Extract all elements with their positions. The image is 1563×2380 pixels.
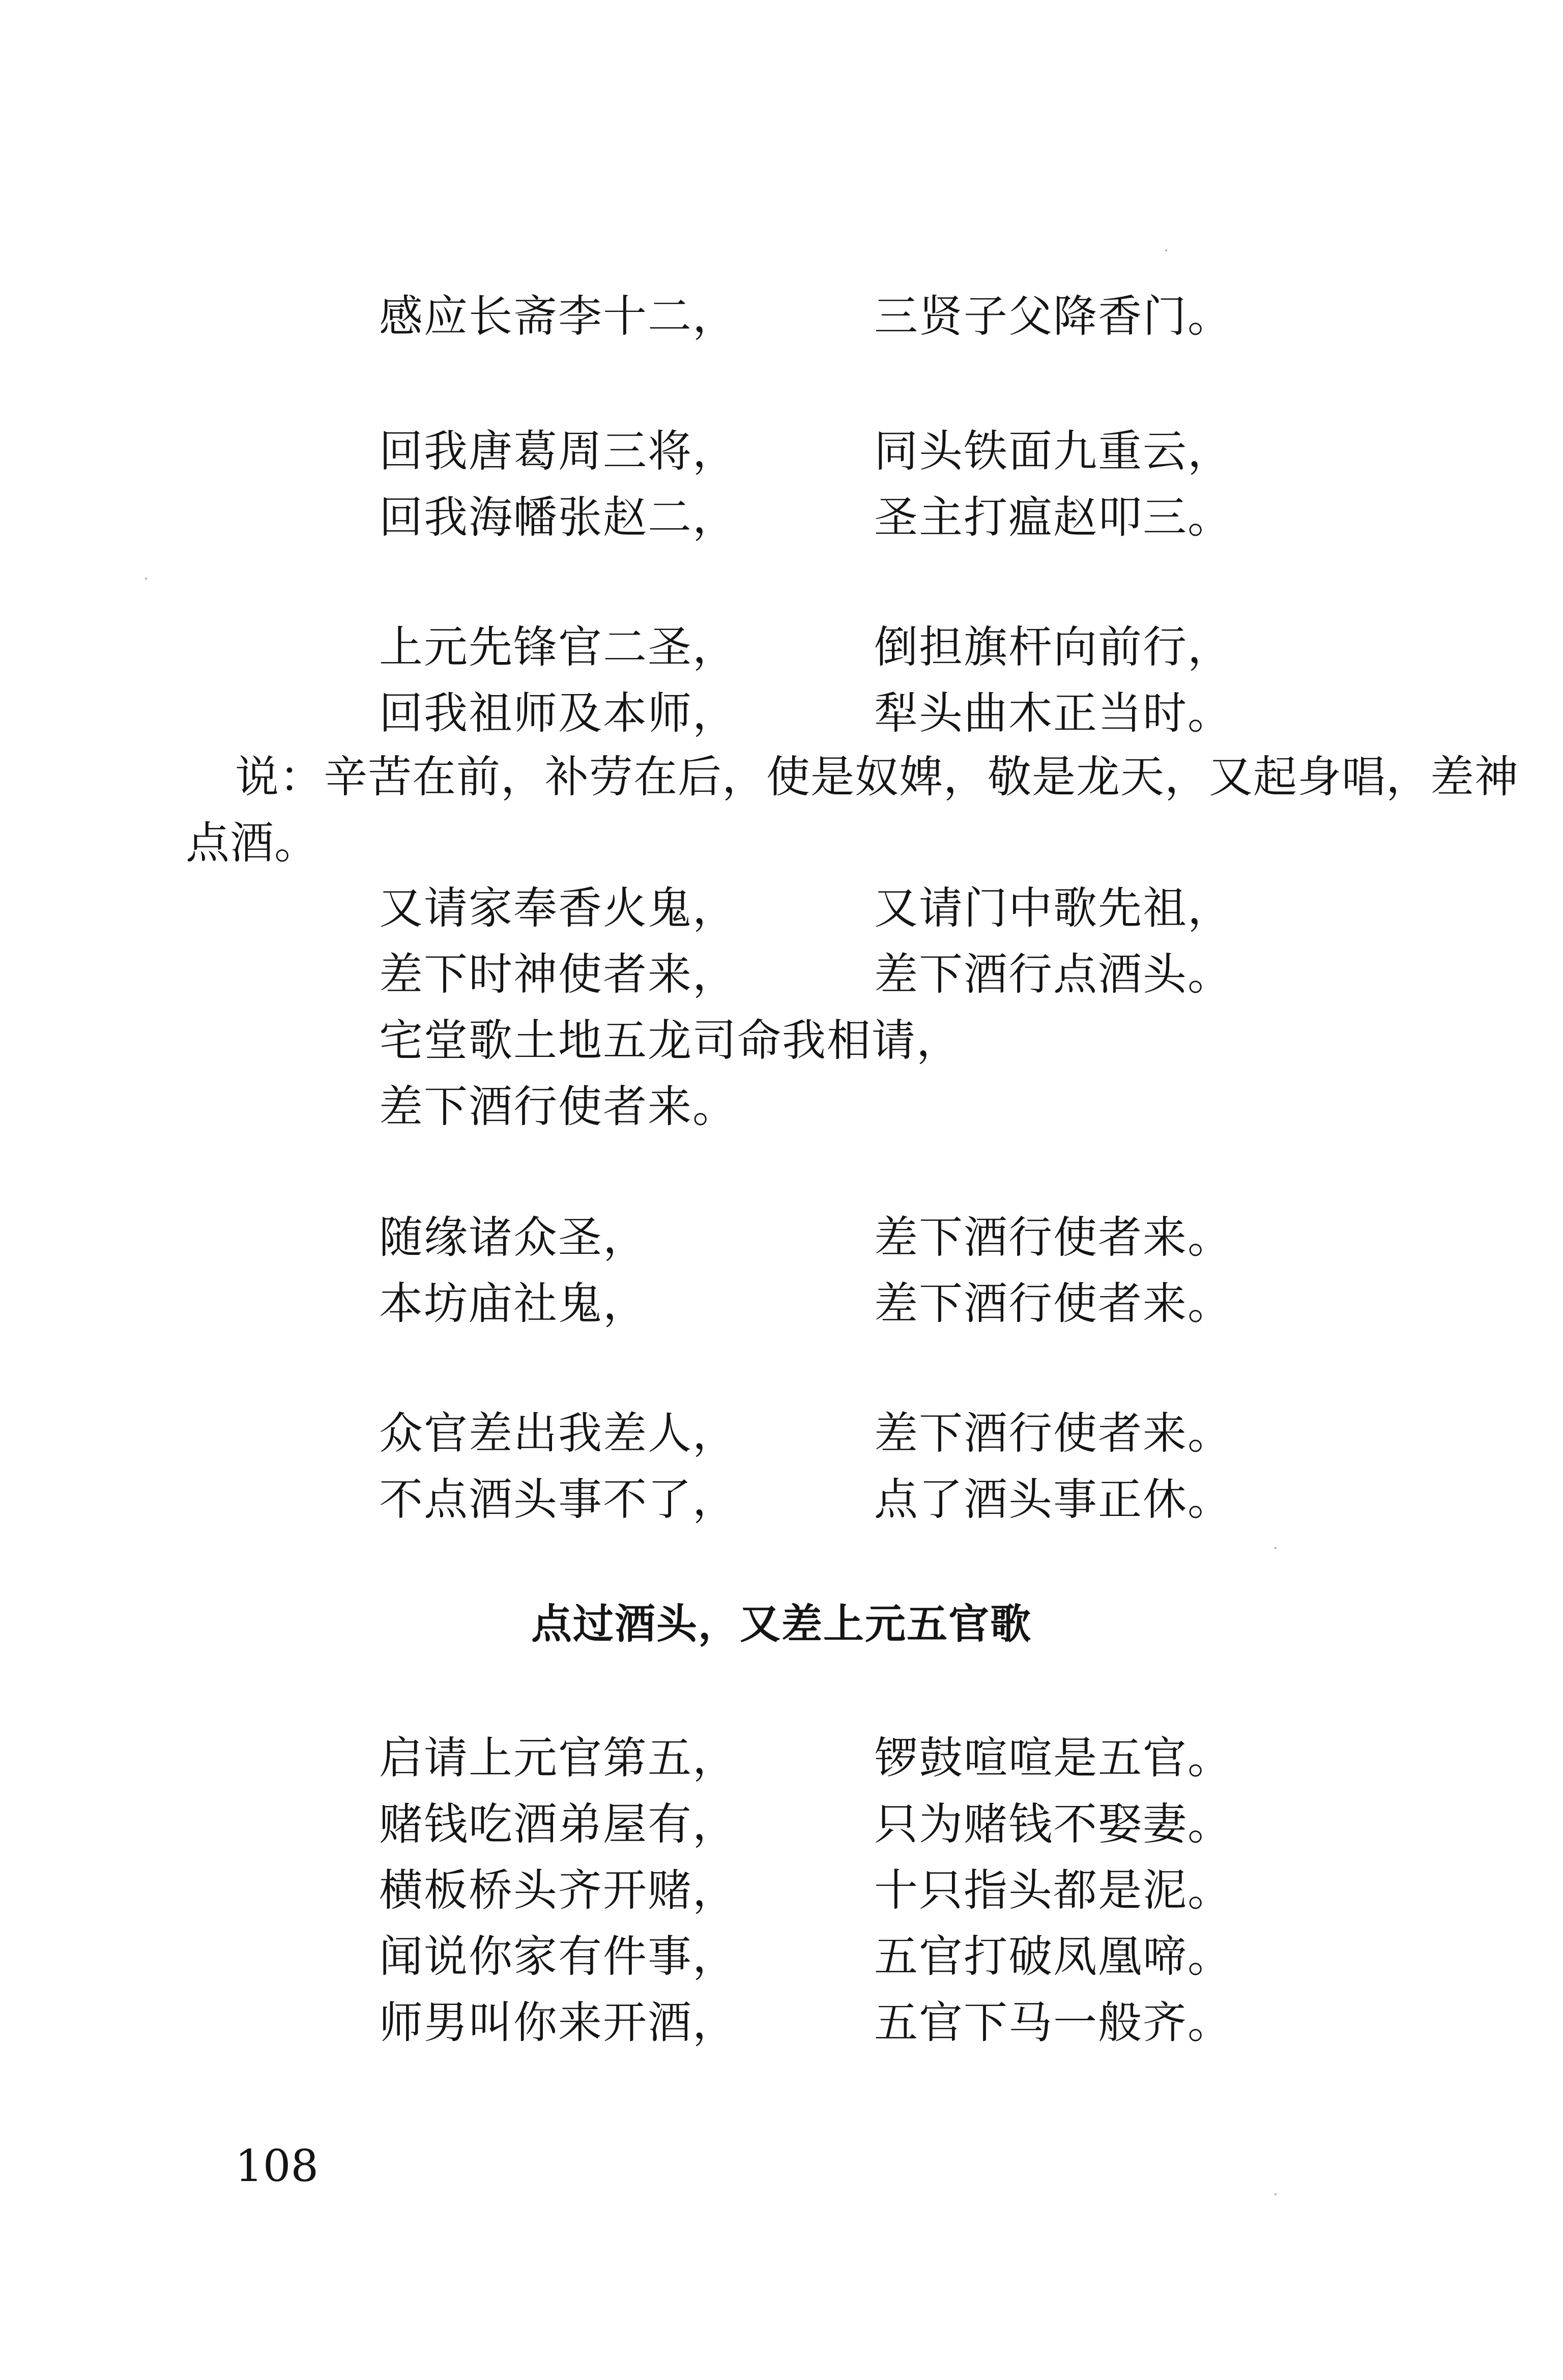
page-number: 108 bbox=[235, 2141, 319, 2192]
verse-line-right: 十只指头都是泥。 bbox=[874, 1865, 1232, 1916]
verse-line-left: 本坊庙社鬼， bbox=[379, 1278, 648, 1329]
verse-line-left: 启请上元官第五， bbox=[379, 1733, 737, 1784]
prose-line: 点酒。 bbox=[186, 818, 319, 869]
verse-line-left: 不点酒头事不了， bbox=[379, 1474, 737, 1525]
verse-line-left: 众官差出我差人， bbox=[379, 1408, 737, 1459]
verse-line-left: 横板桥头齐开赌， bbox=[379, 1865, 737, 1916]
verse-line-single: 宅堂歌土地五龙司命我相请， bbox=[379, 1015, 961, 1066]
verse-line-right: 差下酒行使者来。 bbox=[874, 1212, 1232, 1263]
verse-line-right: 五官打破凤凰啼。 bbox=[874, 1931, 1232, 1982]
verse-line-single: 差下酒行使者来。 bbox=[379, 1081, 737, 1132]
verse-line-left: 差下时神使者来， bbox=[379, 949, 737, 1000]
verse-line-left: 回我海幡张赵二， bbox=[379, 492, 737, 543]
verse-line-left: 回我唐葛周三将， bbox=[379, 426, 737, 477]
prose-line: 说：辛苦在前，补劳在后，使是奴婢，敬是龙天，又起身唱，差神 bbox=[235, 752, 1519, 802]
scan-speck bbox=[145, 578, 147, 580]
verse-line-left: 师男叫你来开酒， bbox=[379, 1997, 737, 2048]
verse-line-left: 闻说你家有件事， bbox=[379, 1931, 737, 1982]
verse-line-right: 圣主打瘟赵叩三。 bbox=[874, 492, 1232, 543]
verse-line-left: 赌钱吃酒弟屋有， bbox=[379, 1799, 737, 1850]
verse-line-left: 上元先锋官二圣， bbox=[379, 622, 737, 673]
verse-line-right: 点了酒头事正休。 bbox=[874, 1474, 1232, 1525]
verse-line-right: 只为赌钱不娶妻。 bbox=[874, 1799, 1232, 1850]
verse-line-right: 倒担旗杆向前行， bbox=[874, 622, 1232, 673]
verse-line-right: 同头铁面九重云， bbox=[874, 426, 1232, 477]
verse-line-right: 差下酒行使者来。 bbox=[874, 1278, 1232, 1329]
verse-line-left: 又请家奉香火鬼， bbox=[379, 883, 737, 934]
verse-line-right: 五官下马一般齐。 bbox=[874, 1997, 1232, 2048]
scan-speck bbox=[1275, 2193, 1277, 2195]
verse-line-right: 差下酒行使者来。 bbox=[874, 1408, 1232, 1459]
verse-line-right: 锣鼓喧喧是五官。 bbox=[874, 1733, 1232, 1784]
verse-line-right: 又请门中歌先祖， bbox=[874, 883, 1232, 934]
verse-line-left: 感应长斋李十二， bbox=[379, 291, 737, 342]
verse-line-left: 回我祖师及本师， bbox=[379, 688, 737, 739]
verse-line-right: 差下酒行点酒头。 bbox=[874, 949, 1232, 1000]
verse-line-right: 犁头曲木正当时。 bbox=[874, 688, 1232, 739]
scan-speck bbox=[1275, 1547, 1277, 1549]
verse-line-left: 随缘诸众圣， bbox=[379, 1212, 648, 1263]
section-heading: 点过酒头，又差上元五官歌 bbox=[531, 1600, 1032, 1648]
verse-line-right: 三贤子父降香门。 bbox=[874, 291, 1232, 342]
scan-speck bbox=[1165, 249, 1167, 251]
